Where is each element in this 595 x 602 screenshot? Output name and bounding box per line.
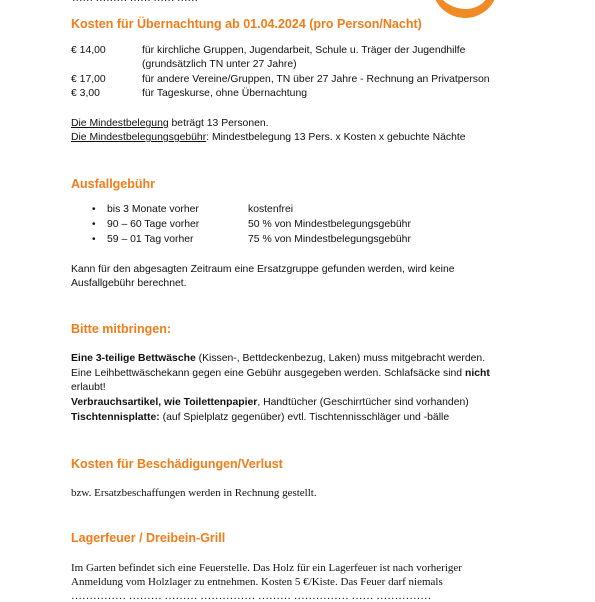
- bedding-line: [71, 353, 485, 364]
- cancel-period-2: 90 – 60 Tage vorher: [107, 219, 200, 230]
- price-amount-2: € 17,00: [71, 74, 106, 85]
- damage-text: bzw. Ersatzbeschaffungen werden in Rechnung gestellt.: [71, 487, 317, 499]
- min-fee-label: Die Mindestbelegungsgebühr: [71, 132, 207, 143]
- bedding-line-2: [71, 368, 490, 379]
- price-desc-1b: (grundsätzlich TN unter 27 Jahre): [142, 59, 297, 70]
- bedding-rest: (Kissen-, Bettdeckenbezug, Laken) muss mitgebracht werden.: [195, 353, 486, 364]
- table-tennis-rest: (auf Spielplatz gegenüber) evtl. Tischtennisschläger und -bälle: [159, 412, 450, 423]
- price-desc-1: für kirchliche Gruppen, Jugendarbeit, Schule u. Träger der Jugendhilfe: [142, 45, 466, 56]
- min-occupancy-text: beträgt 13 Personen.: [168, 118, 269, 129]
- consumables-rest: , Handtücher (Geschirrtücher sind vorhanden): [257, 397, 469, 408]
- bedding-line2-start: Eine Leihbettwäschekann gegen eine Gebühr ausgegeben werden. Schlafsäcke sind: [71, 368, 465, 379]
- prices-heading: Kosten für Übernachtung ab 01.04.2024 (pro Person/Nacht): [71, 17, 422, 31]
- min-occupancy-line: [71, 118, 269, 129]
- damage-heading: Kosten für Beschädigungen/Verlust: [71, 457, 283, 471]
- bedding-bold: Eine 3-teilige Bettwäsche: [71, 353, 196, 364]
- bedding-line2-bold: nicht: [464, 368, 490, 379]
- logo-arc: [428, 0, 503, 22]
- fire-line2: Anmeldung vom Holzlager zu entnehmen. Kosten 5 €/Kiste. Das Feuer darf niemals: [71, 576, 443, 588]
- cancel-note-line1: Kann für den abgesagten Zeitraum eine Ersatzgruppe gefunden werden, wird keine: [71, 264, 455, 275]
- cancel-note-line2: Ausfallgebühr berechnet.: [71, 278, 187, 289]
- min-fee-text: : Mindestbelegung 13 Pers. x Kosten x gebuchte Nächte: [206, 132, 466, 143]
- cancel-period-1: bis 3 Monate vorher: [107, 204, 199, 215]
- price-desc-2: für andere Vereine/Gruppen, TN über 27 Jahre - Rechnung an Privatperson: [142, 74, 490, 85]
- fire-heading: Lagerfeuer / Dreibein-Grill: [71, 531, 226, 545]
- cancel-fee-2: 50 % von Mindestbelegungsgebühr: [248, 219, 411, 230]
- consumables-bold: Verbrauchsartikel, wie Toilettenpapier: [71, 397, 258, 408]
- cancel-fee-3: 75 % von Mindestbelegungsgebühr: [248, 234, 411, 245]
- min-fee-line: [71, 132, 466, 143]
- cancellation-heading: Ausfallgebühr: [71, 177, 156, 191]
- table-tennis-line: [71, 412, 449, 423]
- price-desc-3: für Tageskurse, ohne Übernachtung: [142, 88, 308, 99]
- bring-heading: Bitte mitbringen:: [71, 322, 171, 336]
- cancel-fee-1: kostenfrei: [248, 204, 294, 215]
- min-occupancy-label: Die Mindestbelegung: [71, 118, 169, 129]
- fire-line3-cut: …………… ……… ……… …………… ……… …………… …… ……………: [71, 590, 432, 602]
- bullet-icon: •: [92, 219, 96, 230]
- table-tennis-bold: Tischtennisplatte:: [71, 412, 160, 423]
- cut-off-top-line: [72, 0, 198, 4]
- cancel-period-3: 59 – 01 Tag vorher: [107, 234, 194, 245]
- fire-line1: Im Garten befindet sich eine Feuerstelle. Das Holz für ein Lagerfeuer ist nach vorheriger: [71, 562, 462, 574]
- price-amount-3: € 3,00: [71, 88, 100, 99]
- consumables-line: [71, 397, 469, 408]
- bullet-icon: •: [92, 204, 96, 215]
- price-amount-1: € 14,00: [71, 45, 106, 56]
- bedding-line-3: erlaubt!: [71, 382, 106, 393]
- bullet-icon: •: [92, 234, 96, 245]
